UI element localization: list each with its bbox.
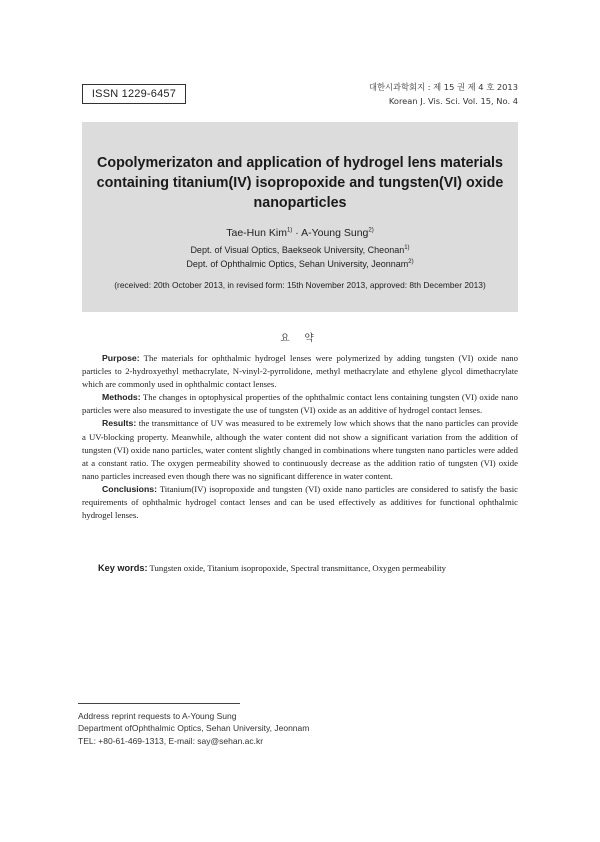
keywords-label: Key words:	[98, 563, 148, 573]
conclusions-label: Conclusions:	[102, 483, 158, 494]
author-separator: ·	[292, 227, 302, 239]
journal-citation-english: Korean J. Vis. Sci. Vol. 15, No. 4	[388, 96, 518, 106]
footnote	[78, 710, 309, 747]
abstract-methods	[82, 391, 518, 417]
purpose-label: Purpose:	[102, 353, 140, 363]
abstract-body	[82, 352, 518, 522]
author-affiliation-marker: 1)	[286, 227, 293, 234]
footnote-line: Address reprint requests to A-Young Sung	[78, 711, 237, 721]
conclusions-text: Titanium(IV) isopropoxide and tungsten (VI) oxide nano particles are considered to satisfy the basic requirements of ophthalmic hydrogel contact lenses and can be used effectively as additives for functional ophthalmic hydrogel lenses.	[82, 483, 518, 521]
journal-info	[369, 80, 518, 108]
received-dates: (received: 20th October 2013, in revised form: 15th November 2013, approved: 8th December 2013)	[114, 280, 486, 290]
paper-title: Copolymerizaton and application of hydrogel lens materials containing titanium(IV) isopropoxide and tungsten(VI) oxide nanoparticles	[96, 155, 504, 211]
results-label: Results:	[102, 418, 137, 429]
author-name: Tae-Hun Kim	[226, 227, 287, 239]
abstract-results	[82, 417, 518, 482]
issn-box	[82, 84, 186, 104]
footnote-line: TEL: +80-61-469-1313, E-mail: say@sehan.ac.kr	[78, 735, 264, 746]
journal-citation-korean: 대한시과학회지 : 제 15 권 제 4 호 2013	[368, 82, 518, 92]
keywords	[98, 563, 528, 573]
affiliations	[82, 243, 518, 271]
author-name: A-Young Sung	[301, 227, 369, 239]
results-text: the transmittance of UV was measured to be extremely low which shows that the nano particles can provide a UV-blocking property. Meanwhile, although the water content did not show a significant variation from the addition of tungsten (VI) oxide nano particles, water content slightly changed in combinations where tungsten nano particles were added at a constant ratio. The oxygen permeability showed to continuously decrease as the addition ratio of tungsten (VI) oxide nano particles increased even though there was no significant difference in water content.	[82, 418, 518, 481]
methods-label: Methods:	[102, 392, 141, 403]
author-affiliation-marker: 2)	[368, 227, 374, 234]
affiliation-marker: 2)	[408, 259, 414, 265]
purpose-text: The materials for ophthalmic hydrogel lenses were polymerized by adding tungsten (VI) oxide nano particles to 2-hydroxyethyl methacrylate, N-vinyl-2-pyrrolidone, methyl methacrylate and ethylene glycol dimethacrylate which are commonly used in ophthalmic contact lenses.	[82, 353, 518, 390]
affiliation-marker: 1)	[404, 245, 410, 251]
footnote-line: Department ofOphthalmic Optics, Sehan University, Jeonnam	[78, 723, 310, 734]
title-block	[82, 122, 518, 312]
affiliation	[82, 243, 518, 257]
keywords-text: Tungsten oxide, Titanium isopropoxide, Spectral transmittance, Oxygen permeability	[147, 563, 447, 573]
abstract-purpose	[82, 352, 518, 391]
footnote-divider	[78, 703, 240, 704]
affiliation-text: Dept. of Visual Optics, Baekseok University, Cheonan	[190, 245, 405, 255]
methods-text: The changes in optophysical properties of the ophthalmic contact lens containing tungsten (VI) oxide nano particles were also measured to investigate the use of tungsten (VI) oxide as an additive of hydrogel contact lenses.	[82, 392, 518, 416]
author-line	[82, 227, 518, 239]
affiliation	[82, 257, 518, 271]
issn-number: ISSN 1229-6457	[91, 88, 177, 100]
abstract-heading: 요 약	[280, 333, 320, 344]
affiliation-text: Dept. of Ophthalmic Optics, Sehan University, Jeonnam	[186, 259, 409, 269]
abstract-conclusions	[82, 483, 518, 522]
